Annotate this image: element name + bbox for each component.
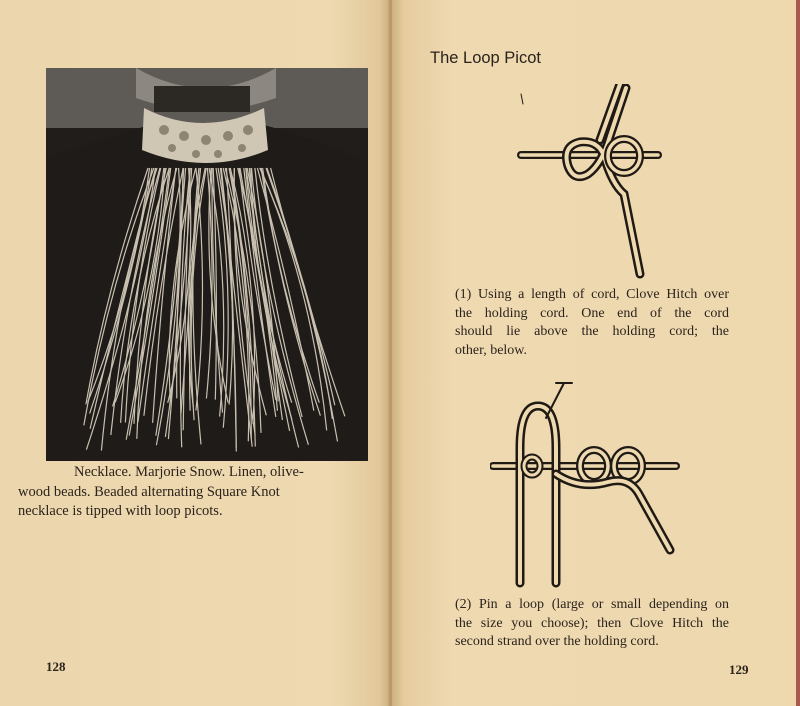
caption-line: necklace is tipped with loop picots. <box>18 503 223 519</box>
step-2-text <box>455 596 729 652</box>
left-page <box>0 0 390 706</box>
necklace-photo <box>46 68 368 461</box>
page-number-left: 128 <box>46 659 66 674</box>
step-line: other, below. <box>455 342 528 358</box>
step-line: (2) Pin a loop (large or small depending on <box>455 597 729 612</box>
clove-hitch-diagram <box>516 84 666 279</box>
page-title: The Loop Picot <box>430 49 541 67</box>
step-line: (1) Using a length of cord, Clove Hitch over <box>455 287 729 302</box>
step-line: should lie above the holding cord; the <box>455 324 729 339</box>
photo-caption <box>18 463 336 522</box>
caption-line: Necklace. Marjorie Snow. Linen, olive- <box>74 464 304 480</box>
step-line: the holding cord. One end of the cord <box>455 305 729 321</box>
step-line: second strand over the holding cord. <box>455 634 659 649</box>
step-1-text <box>455 286 729 360</box>
page-number-right: 129 <box>729 662 749 677</box>
caption-line: wood beads. Beaded alternating Square Knot <box>18 483 280 500</box>
step-line: the size you choose); then Clove Hitch the <box>455 615 729 631</box>
loop-picot-diagram <box>490 378 686 588</box>
